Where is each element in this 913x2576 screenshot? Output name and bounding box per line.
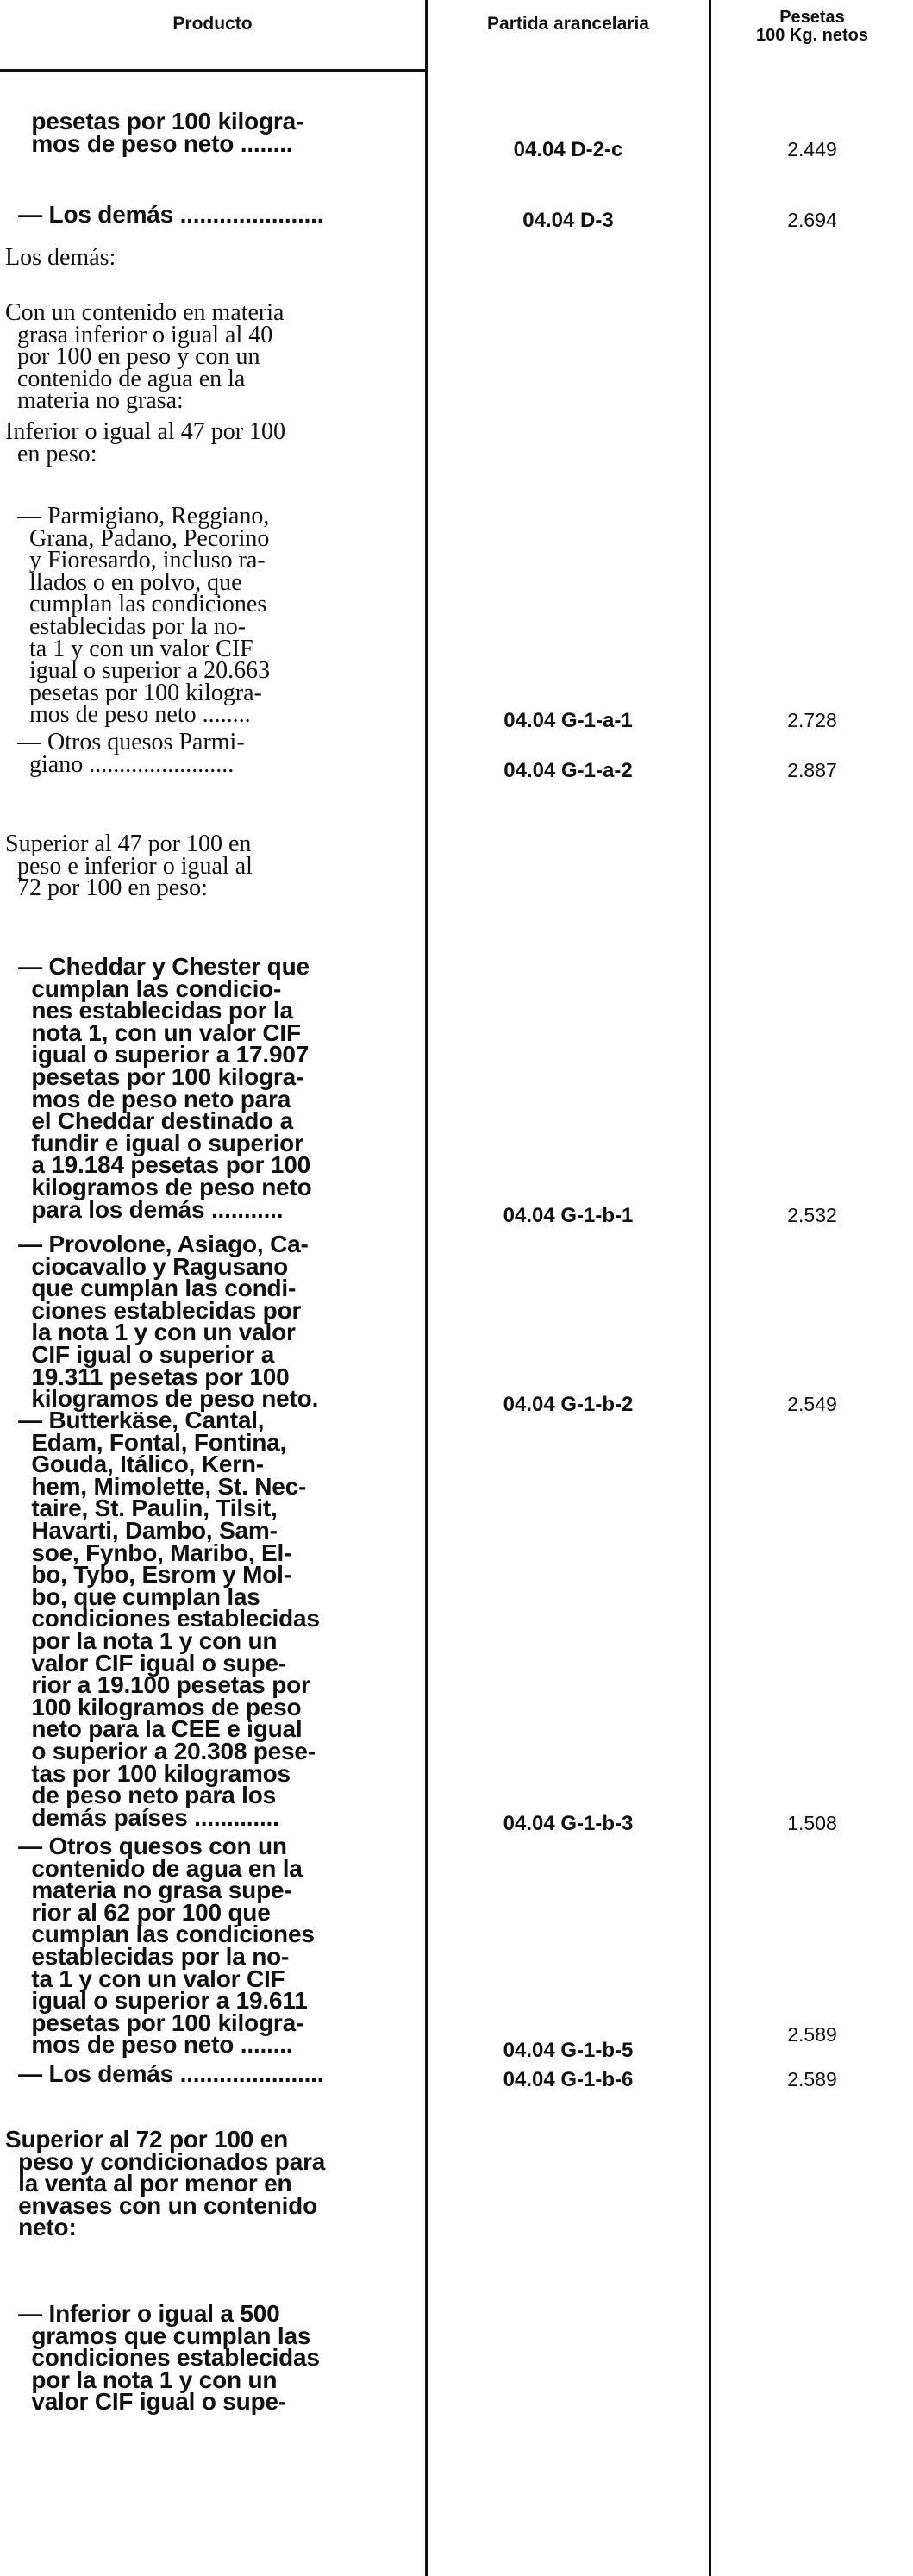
- product-line: Inferior o igual al 47 por 100: [5, 418, 286, 445]
- product-line: pesetas por 100 kilogra-: [5, 2009, 304, 2036]
- product-line: neto para la CEE e igual: [5, 1715, 303, 1743]
- product-line: giano ........................: [5, 750, 235, 778]
- product-line: — Cheddar y Chester que: [5, 953, 310, 980]
- partida-arancelaria: 04.04 D-3: [522, 209, 614, 232]
- product-line: la venta al por menor en: [5, 2170, 292, 2197]
- product-entry: [5, 503, 271, 729]
- product-line: rior al 62 por 100 que: [5, 1898, 271, 1926]
- product-entry: [5, 1833, 315, 2059]
- product-line: que cumplan las condi-: [5, 1275, 297, 1302]
- product-line: taire, St. Paulin, Tilsit,: [5, 1495, 278, 1522]
- product-line: mos de peso neto ........: [5, 2031, 293, 2059]
- product-line: igual o superior a 20.663: [5, 657, 271, 685]
- column-divider-1: [425, 0, 428, 2576]
- product-entry: [5, 108, 304, 157]
- product-line: de peso neto para los: [5, 1782, 276, 1809]
- product-line: tas por 100 kilogramos: [5, 1759, 291, 1787]
- product-entry: [5, 2128, 325, 2239]
- product-line: mos de peso neto ........: [5, 701, 251, 729]
- partida-arancelaria: 04.04 G-1-b-2: [503, 1393, 634, 1417]
- product-line: por la nota 1 y con un: [5, 2366, 278, 2393]
- product-line: peso y condicionados para: [5, 2147, 326, 2175]
- product-line: condiciones establecidas: [5, 1605, 320, 1633]
- product-line: en peso:: [5, 440, 97, 467]
- product-line: por la nota 1 y con un: [5, 1626, 278, 1654]
- product-line: CIF igual o superior a: [5, 1340, 275, 1368]
- product-entry: [5, 201, 324, 228]
- product-line: — Los demás ......................: [5, 201, 324, 228]
- product-line: — Otros quesos Parmi-: [5, 729, 245, 755]
- product-line: kilogramos de peso neto.: [5, 1385, 319, 1413]
- product-line: para los demás ...........: [5, 1195, 284, 1223]
- partida-arancelaria: 04.04 G-1-a-1: [503, 709, 633, 733]
- header-rule: [0, 69, 425, 72]
- product-line: nota 1, con un valor CIF: [5, 1018, 301, 1046]
- pesetas-value: 2.589: [787, 2023, 837, 2046]
- product-entry: [5, 244, 116, 271]
- product-line: Los demás:: [5, 244, 116, 271]
- pesetas-value: 2.532: [787, 1203, 837, 1226]
- product-entry: [5, 953, 312, 1223]
- partida-arancelaria: 04.04 G-1-b-5: [503, 2039, 634, 2063]
- product-entry: [5, 830, 253, 902]
- product-line: materia no grasa supe-: [5, 1877, 292, 1904]
- product-line: nes establecidas por la: [5, 997, 293, 1025]
- product-line: mos de peso neto para: [5, 1085, 291, 1113]
- product-line: — Los demás ......................: [5, 2060, 324, 2087]
- product-line: — Otros quesos con un: [5, 1833, 287, 1859]
- product-line: grasa inferior o igual al 40: [5, 321, 273, 348]
- partida-arancelaria: 04.04 D-2-c: [513, 137, 623, 161]
- product-line: contenido de agua en la: [5, 1854, 303, 1882]
- header-producto: Producto: [172, 14, 253, 34]
- product-line: peso e inferior o igual al: [5, 852, 253, 880]
- product-line: el Cheddar destinado a: [5, 1107, 293, 1135]
- product-line: — Provolone, Asiago, Ca-: [5, 1231, 309, 1257]
- pesetas-value: 2.887: [787, 758, 837, 781]
- product-line: valor CIF igual o supe-: [5, 2388, 286, 2416]
- product-entry: [5, 2300, 320, 2416]
- column-divider-2: [709, 0, 711, 2576]
- product-line: 19.311 pesetas por 100: [5, 1363, 290, 1390]
- product-line: contenido de agua en la: [5, 365, 246, 392]
- product-entry: [5, 729, 245, 778]
- pesetas-value: 2.728: [787, 709, 837, 732]
- product-line: a 19.184 pesetas por 100: [5, 1151, 310, 1179]
- product-line: rior a 19.100 pesetas por: [5, 1671, 310, 1699]
- product-line: pesetas por 100 kilogra-: [5, 108, 304, 135]
- product-line: valor CIF igual o supe-: [5, 1649, 286, 1677]
- product-line: ciocavallo y Ragusano: [5, 1252, 289, 1280]
- product-line: bo, que cumplan las: [5, 1583, 260, 1610]
- product-line: pesetas por 100 kilogra-: [5, 679, 262, 706]
- header-pesetas-line1: Pesetas: [779, 8, 845, 27]
- product-line: pesetas por 100 kilogra-: [5, 1062, 304, 1090]
- partida-arancelaria: 04.04 G-1-b-6: [503, 2068, 634, 2091]
- product-line: ciones establecidas por: [5, 1296, 302, 1324]
- product-line: Superior al 47 por 100 en: [5, 830, 252, 857]
- product-entry: [5, 2060, 324, 2087]
- product-entry: [5, 1231, 319, 1413]
- product-line: Havarti, Dambo, Sam-: [5, 1516, 278, 1544]
- pesetas-value: 2.589: [787, 2068, 837, 2090]
- product-line: y Fioresardo, incluso ra-: [5, 547, 266, 574]
- product-line: materia no grasa:: [5, 387, 184, 415]
- product-line: — Inferior o igual a 500: [5, 2300, 280, 2327]
- product-line: soe, Fynbo, Maribo, El-: [5, 1539, 292, 1566]
- pesetas-value: 2.549: [787, 1393, 837, 1416]
- product-line: mos de peso neto ........: [5, 129, 293, 157]
- product-line: ta 1 y con un valor CIF: [5, 635, 253, 662]
- product-line: condiciones establecidas: [5, 2344, 320, 2372]
- product-line: — Butterkäse, Cantal,: [5, 1407, 265, 1433]
- product-line: 72 por 100 en peso:: [5, 874, 208, 902]
- product-line: neto:: [5, 2214, 77, 2241]
- product-line: llados o en polvo, que: [5, 568, 242, 596]
- product-line: Edam, Fontal, Fontina,: [5, 1428, 287, 1456]
- product-line: establecidas por la no-: [5, 612, 247, 640]
- product-line: cumplan las condiciones: [5, 1921, 315, 1948]
- product-line: cumplan las condicio-: [5, 975, 282, 1002]
- product-line: Grana, Padano, Pecorino: [5, 524, 270, 552]
- product-line: igual o superior a 19.611: [5, 1987, 308, 2015]
- product-line: hem, Mimolette, St. Nec-: [5, 1472, 307, 1500]
- product-line: 100 kilogramos de peso: [5, 1693, 302, 1720]
- product-line: bo, Tybo, Esrom y Mol-: [5, 1561, 291, 1589]
- pesetas-value: 1.508: [787, 1811, 837, 1834]
- header-pesetas: [711, 0, 913, 69]
- product-line: o superior a 20.308 pese-: [5, 1737, 316, 1764]
- partida-arancelaria: 04.04 G-1-b-3: [503, 1811, 634, 1835]
- partida-arancelaria: 04.04 G-1-b-1: [503, 1203, 634, 1227]
- product-line: igual o superior a 17.907: [5, 1041, 310, 1069]
- product-entry: [5, 299, 285, 415]
- product-line: cumplan las condiciones: [5, 591, 267, 618]
- product-line: por 100 en peso y con un: [5, 343, 260, 371]
- product-line: establecidas por la no-: [5, 1942, 290, 1970]
- product-line: Gouda, Itálico, Kern-: [5, 1451, 264, 1478]
- product-line: demás países .............: [5, 1803, 279, 1831]
- partida-arancelaria: 04.04 G-1-a-2: [503, 758, 633, 782]
- product-line: fundir e igual o superior: [5, 1129, 303, 1156]
- header-pesetas-line2: 100 Kg. netos: [755, 26, 869, 45]
- product-entry: [5, 418, 286, 467]
- product-line: gramos que cumplan las: [5, 2322, 311, 2349]
- header-partida: Partida arancelaria: [487, 14, 649, 34]
- product-line: Superior al 72 por 100 en: [5, 2126, 289, 2153]
- product-line: ta 1 y con un valor CIF: [5, 1965, 285, 1992]
- product-line: kilogramos de peso neto: [5, 1173, 312, 1200]
- product-line: — Parmigiano, Reggiano,: [5, 503, 270, 530]
- product-line: envases con un contenido: [5, 2191, 317, 2219]
- product-line: Con un contenido en materia: [5, 299, 285, 326]
- pesetas-value: 2.449: [787, 137, 837, 160]
- product-entry: [5, 1407, 320, 1831]
- pesetas-value: 2.694: [787, 209, 837, 231]
- product-line: la nota 1 y con un valor: [5, 1319, 296, 1346]
